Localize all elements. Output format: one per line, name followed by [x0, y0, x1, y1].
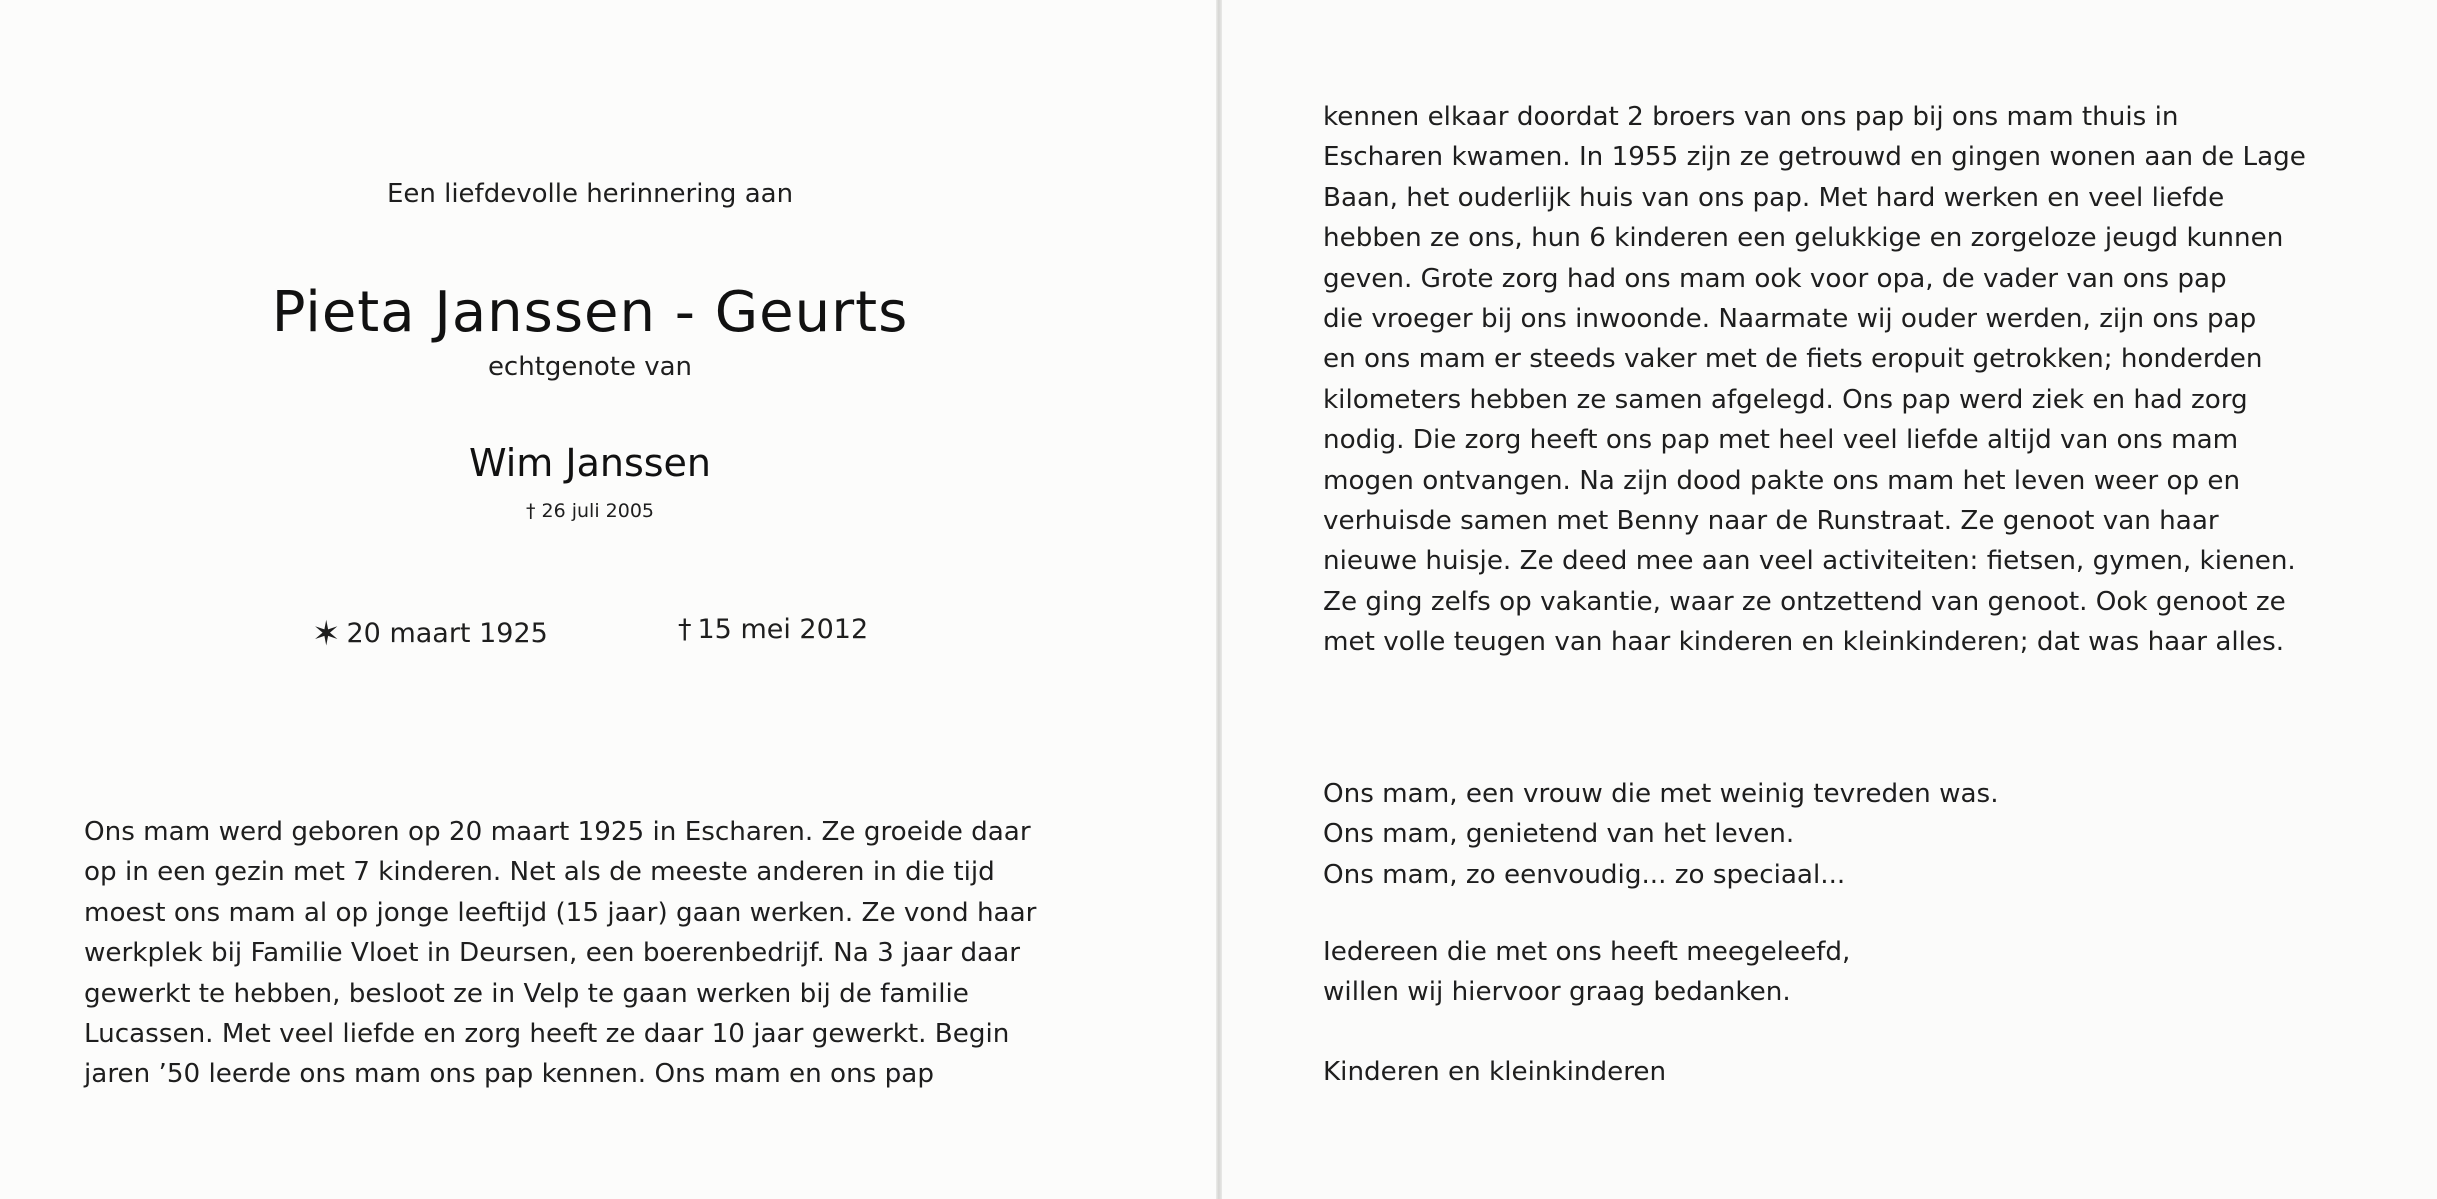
biography-part-1 — [84, 812, 1036, 1095]
text-line: Lucassen. Met veel liefde en zorg heeft ze daar 10 jaar gewerkt. Begin — [84, 1019, 1010, 1050]
text-line: Escharen kwamen. In 1955 zijn ze getrouwd en gingen wonen aan de Lage — [1323, 142, 2306, 173]
text-line: met volle teugen van haar kinderen en kleinkinderen; dat was haar alles. — [1323, 627, 2285, 658]
poem-line: Ons mam, een vrouw die met weinig tevreden was. — [1323, 779, 1999, 809]
deceased-name: Pieta Janssen - Geurts — [271, 280, 909, 345]
poem — [1323, 774, 1999, 895]
text-line: nieuwe huisje. Ze deed mee aan veel activiteiten: fietsen, gymen, kienen. — [1323, 546, 2296, 577]
poem-line: Ons mam, genietend van het leven. — [1323, 819, 1795, 850]
text-line: Baan, het ouderlijk huis van ons pap. Met hard werken en veel liefde — [1323, 182, 2225, 213]
birth-date-line — [312, 614, 548, 654]
text-line: Ze ging zelfs op vakantie, waar ze ontzettend van genoot. Ook genoot ze — [1323, 586, 2286, 617]
signature: Kinderen en kleinkinderen — [1323, 1057, 1667, 1087]
birth-star-icon: ✶ — [312, 614, 341, 654]
text-line: jaren ’50 leerde ons mam ons pap kennen. Ons mam en ons pap — [84, 1059, 934, 1090]
left-page — [0, 0, 1218, 1199]
text-line: kilometers hebben ze samen afgelegd. Ons pap werd ziek en had zorg — [1323, 384, 2248, 415]
death-date: 15 mei 2012 — [697, 614, 869, 645]
death-date-line — [678, 614, 868, 645]
text-line: op in een gezin met 7 kinderen. Net als de meeste anderen in die tijd — [84, 857, 995, 888]
text-line: gewerkt te hebben, besloot ze in Velp te gaan werken bij de familie — [84, 978, 969, 1009]
text-line: geven. Grote zorg had ons mam ook voor opa, de vader van ons pap — [1323, 263, 2227, 294]
text-line: nodig. Die zorg heeft ons pap met heel veel liefde altijd van ons mam — [1323, 425, 2239, 456]
spouse-death-date: † 26 juli 2005 — [525, 500, 655, 522]
text-line: kennen elkaar doordat 2 broers van ons pap bij ons mam thuis in — [1323, 102, 2179, 132]
text-line: hebben ze ons, hun 6 kinderen een gelukkige en zorgeloze jeugd kunnen — [1323, 223, 2284, 254]
text-line: Ons mam werd geboren op 20 maart 1925 in Escharen. Ze groeide daar — [84, 817, 1031, 847]
birth-date: 20 maart 1925 — [346, 618, 548, 649]
death-cross-icon: † — [678, 614, 692, 645]
thanks-line: willen wij hiervoor graag bedanken. — [1323, 977, 1791, 1008]
text-line: verhuisde samen met Benny naar de Runstraat. Ze genoot van haar — [1323, 506, 2219, 537]
poem-line: Ons mam, zo eenvoudig... zo speciaal... — [1323, 859, 1846, 890]
text-line: moest ons mam al op jonge leeftijd (15 jaar) gaan werken. Ze vond haar — [84, 897, 1037, 928]
text-line: die vroeger bij ons inwoonde. Naarmate wij ouder werden, zijn ons pap — [1323, 304, 2257, 335]
biography-part-2 — [1323, 97, 2306, 663]
thanks-line: Iedereen die met ons heeft meegeleefd, — [1323, 937, 1851, 967]
text-line: mogen ontvangen. Na zijn dood pakte ons mam het leven weer op en — [1323, 465, 2241, 496]
spouse-label: echtgenote van — [487, 352, 693, 382]
text-line: werkplek bij Familie Vloet in Deursen, een boerenbedrijf. Na 3 jaar daar — [84, 938, 1021, 969]
spouse-name: Wim Janssen — [468, 441, 712, 485]
intro-line: Een liefdevolle herinnering aan — [386, 179, 794, 209]
thank-you-note — [1323, 932, 1850, 1013]
text-line: en ons mam er steeds vaker met de fiets eropuit getrokken; honderden — [1323, 344, 2263, 375]
